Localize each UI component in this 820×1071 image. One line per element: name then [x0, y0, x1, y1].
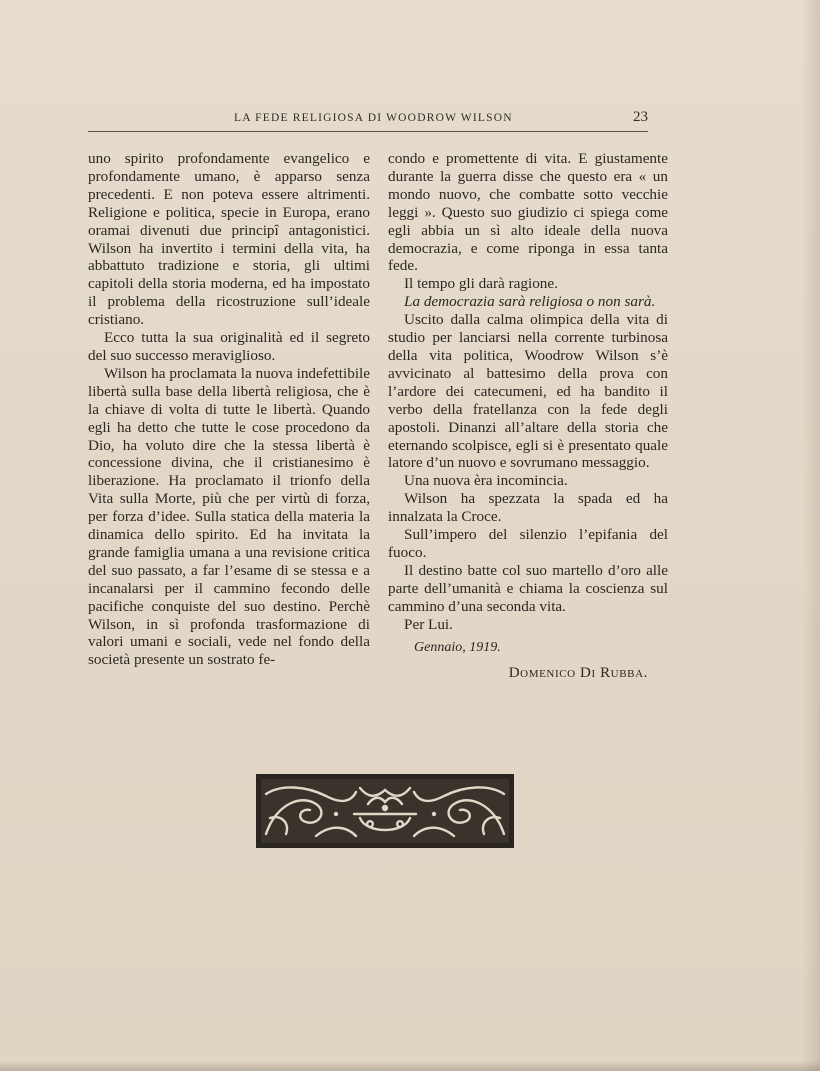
paragraph: condo e promettente di vita. E giustamente durante la guerra disse che questo era « un mondo nuovo, che combatte sotto vecchie leggi ». Questo suo giudizio ci spiega come egli abbia un sì alto ideale della nuova democrazia, e come riponga in essa tanta fede.	[388, 150, 668, 275]
page-number: 23	[633, 109, 648, 125]
header-rule	[88, 131, 648, 132]
paragraph: Sull’impero del silenzio l’epifania del fuoco.	[388, 526, 668, 561]
page-edge-shadow-right	[802, 0, 820, 1071]
art-nouveau-tailpiece-ornament	[256, 774, 514, 848]
paragraph: Una nuova èra incomincia.	[404, 472, 568, 490]
left-text-column	[88, 150, 370, 669]
paragraph: Il tempo gli darà ragione.	[404, 275, 558, 293]
italic-motto: La democrazia sarà religiosa o non sarà.	[404, 293, 656, 311]
paragraph: Uscito dalla calma olimpica della vita di studio per lanciarsi nella corrente turbinosa della vita politica, Woodrow Wilson s’è avvicinato al battesimo della prova con l’ardore dei catecumeni, ed ha bandito il verbo della fratellanza con la fede degli apostoli. Dinanzi all’altare della storia che eternando scolpisce, egli si è presentato quale latore d’un nuovo e sovrumano messaggio.	[388, 311, 668, 472]
paragraph: Il destino batte col suo martello d’oro alle parte dell’umanità e chiama la coscienza sul cammino d’una seconda vita.	[388, 561, 668, 615]
paragraph: Wilson ha proclamata la nuova indefettibile libertà sulla base della libertà religiosa, che è la chiave di volta di tutte le libertà. Quando egli ha detto che tutte le cose procedono da Dio, ha voluto dire che la stessa libertà è concessione divina, che il cristianesimo è liberazione. Ha proclamato il trionfo della Vita sulla Morte, più che per virtù di forza, per forza d’idee. Sulla statica della materia la dinamica dello spirito. Ed ha invitata la grande famiglia umana a una revisione critica del suo passato, a far l’esame di se stessa e a incanalarsi per il cammino fecondo delle pacifiche conquiste del suo destino. Perchè Wilson, in sì profonda trasformazione di valori umani e sociali, vede nel fondo della società presente un sostrato fe-	[88, 364, 370, 669]
page-edge-shadow-bottom	[0, 1061, 820, 1071]
dateline: Gennaio, 1919.	[414, 640, 501, 656]
paragraph: Per Lui.	[404, 615, 453, 633]
paragraph: Ecco tutta la sua originalità ed il segreto del suo successo meraviglioso.	[88, 329, 370, 364]
author-signature: Domenico Di Rubba.	[508, 665, 648, 682]
right-text-column	[388, 150, 668, 683]
paragraph: uno spirito profondamente evangelico e profondamente umano, è apparso senza precedenti. E non poteva essere altrimenti. Religione e politica, specie in Europa, erano oramai divenuti due principî antagonistici. Wilson ha invertito i termini della vita, ha abbattuto tradizione e storia, gli ultimi capitoli della storia moderna, ed ha impostato il problema della ricostruzione sull’ideale cristiano.	[88, 150, 370, 329]
paragraph: Wilson ha spezzata la spada ed ha innalzata la Croce.	[388, 490, 668, 526]
running-head	[88, 108, 648, 132]
running-head-title: LA FEDE RELIGIOSA DI WOODROW WILSON	[234, 112, 513, 124]
